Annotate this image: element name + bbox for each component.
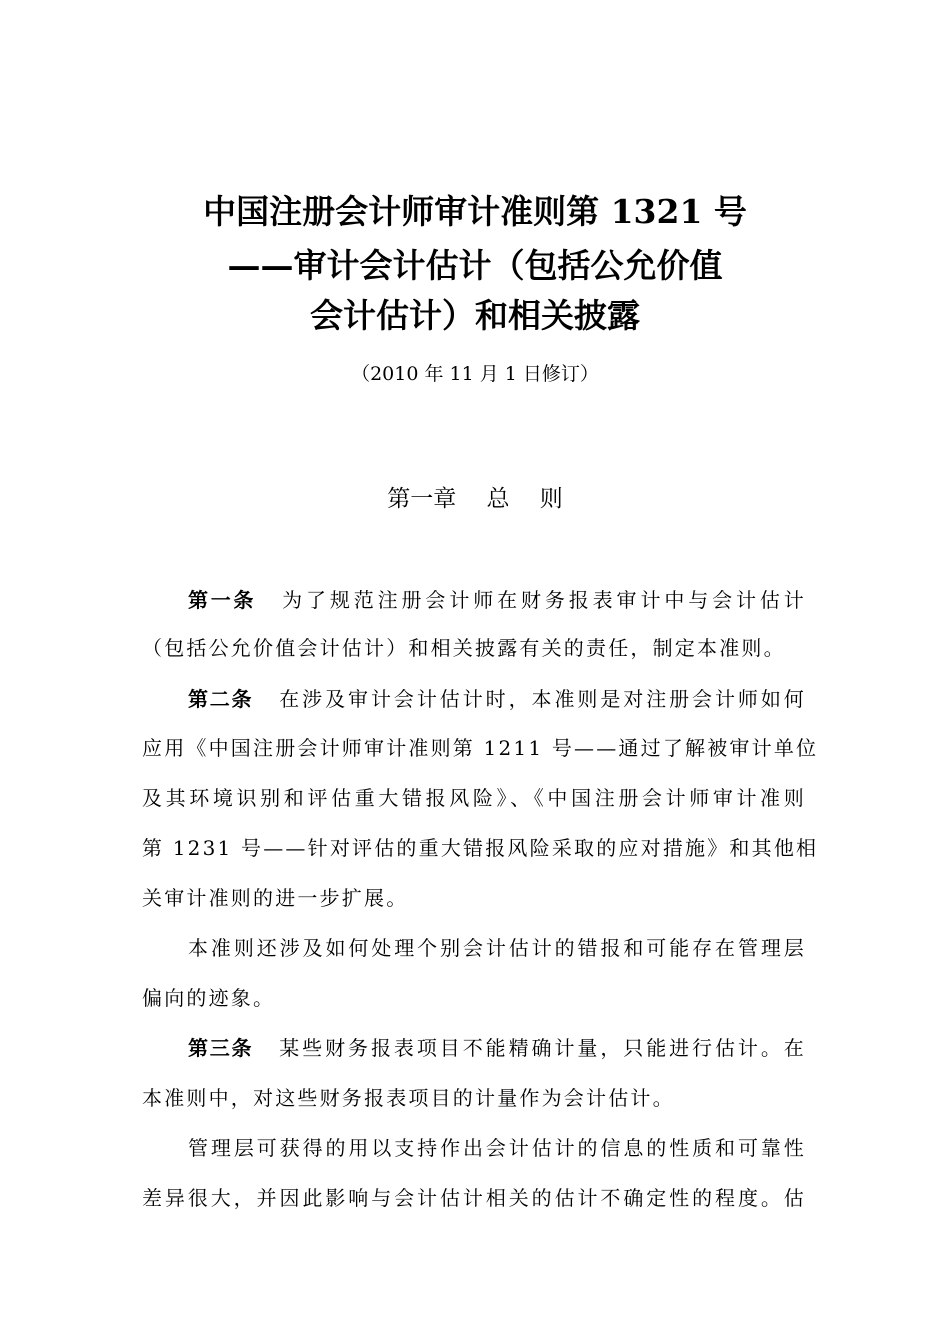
line-text: 偏向的迹象。: [142, 986, 276, 1010]
body-line: [142, 733, 819, 763]
body-line: [142, 633, 786, 663]
line-text: 某些财务报表项目不能精确计量，只能进行估计。在: [279, 1036, 807, 1060]
body-line: [188, 585, 806, 615]
body-line: [142, 783, 806, 813]
article-number: 第一条: [188, 588, 257, 612]
title-line-1: 中国注册会计师审计准则第 1321 号: [203, 192, 747, 231]
body-line: [142, 1183, 806, 1213]
body-line: [188, 933, 806, 963]
line-text: 在涉及审计会计估计时，本准则是对注册会计师如何: [279, 687, 807, 711]
title-line-3: 会计估计）和相关披露: [310, 296, 640, 335]
line-text: 本准则中，对这些财务报表项目的计量作为会计估计。: [142, 1086, 675, 1110]
line-text: 管理层可获得的用以支持作出会计估计的信息的性质和可靠性: [188, 1136, 806, 1160]
body-line: [188, 684, 806, 714]
body-line: [142, 833, 819, 863]
line-text: 及其环境识别和评估重大错报风险》、《中国注册会计师审计准则: [142, 786, 806, 810]
line-text: 关审计准则的进一步扩展。: [142, 886, 409, 910]
article-number: 第三条: [188, 1036, 254, 1060]
line-text: 本准则还涉及如何处理个别会计估计的错报和可能存在管理层: [188, 936, 806, 960]
body-line: [188, 1033, 806, 1063]
revision-date: （2010 年 11 月 1 日修订）: [351, 363, 599, 385]
body-line: [142, 883, 408, 913]
body-line: [142, 1083, 675, 1113]
line-text: 应用《中国注册会计师审计准则第 1211 号——通过了解被审计单位: [142, 736, 819, 760]
body-line: [142, 983, 275, 1013]
chapter-heading: 第一章 总 则: [387, 486, 563, 512]
line-text: 第 1231 号——针对评估的重大错报风险采取的应对措施》和其他相: [142, 836, 819, 860]
title-line-2: ——审计会计估计（包括公允价值: [227, 246, 723, 285]
body-line: [188, 1133, 806, 1163]
article-number: 第二条: [188, 687, 254, 711]
line-text: 差异很大，并因此影响与会计估计相关的估计不确定性的程度。估: [142, 1186, 806, 1210]
line-text: 为了规范注册会计师在财务报表审计中与会计估计: [282, 588, 806, 612]
line-text: （包括公允价值会计估计）和相关披露有关的责任，制定本准则。: [142, 636, 786, 660]
